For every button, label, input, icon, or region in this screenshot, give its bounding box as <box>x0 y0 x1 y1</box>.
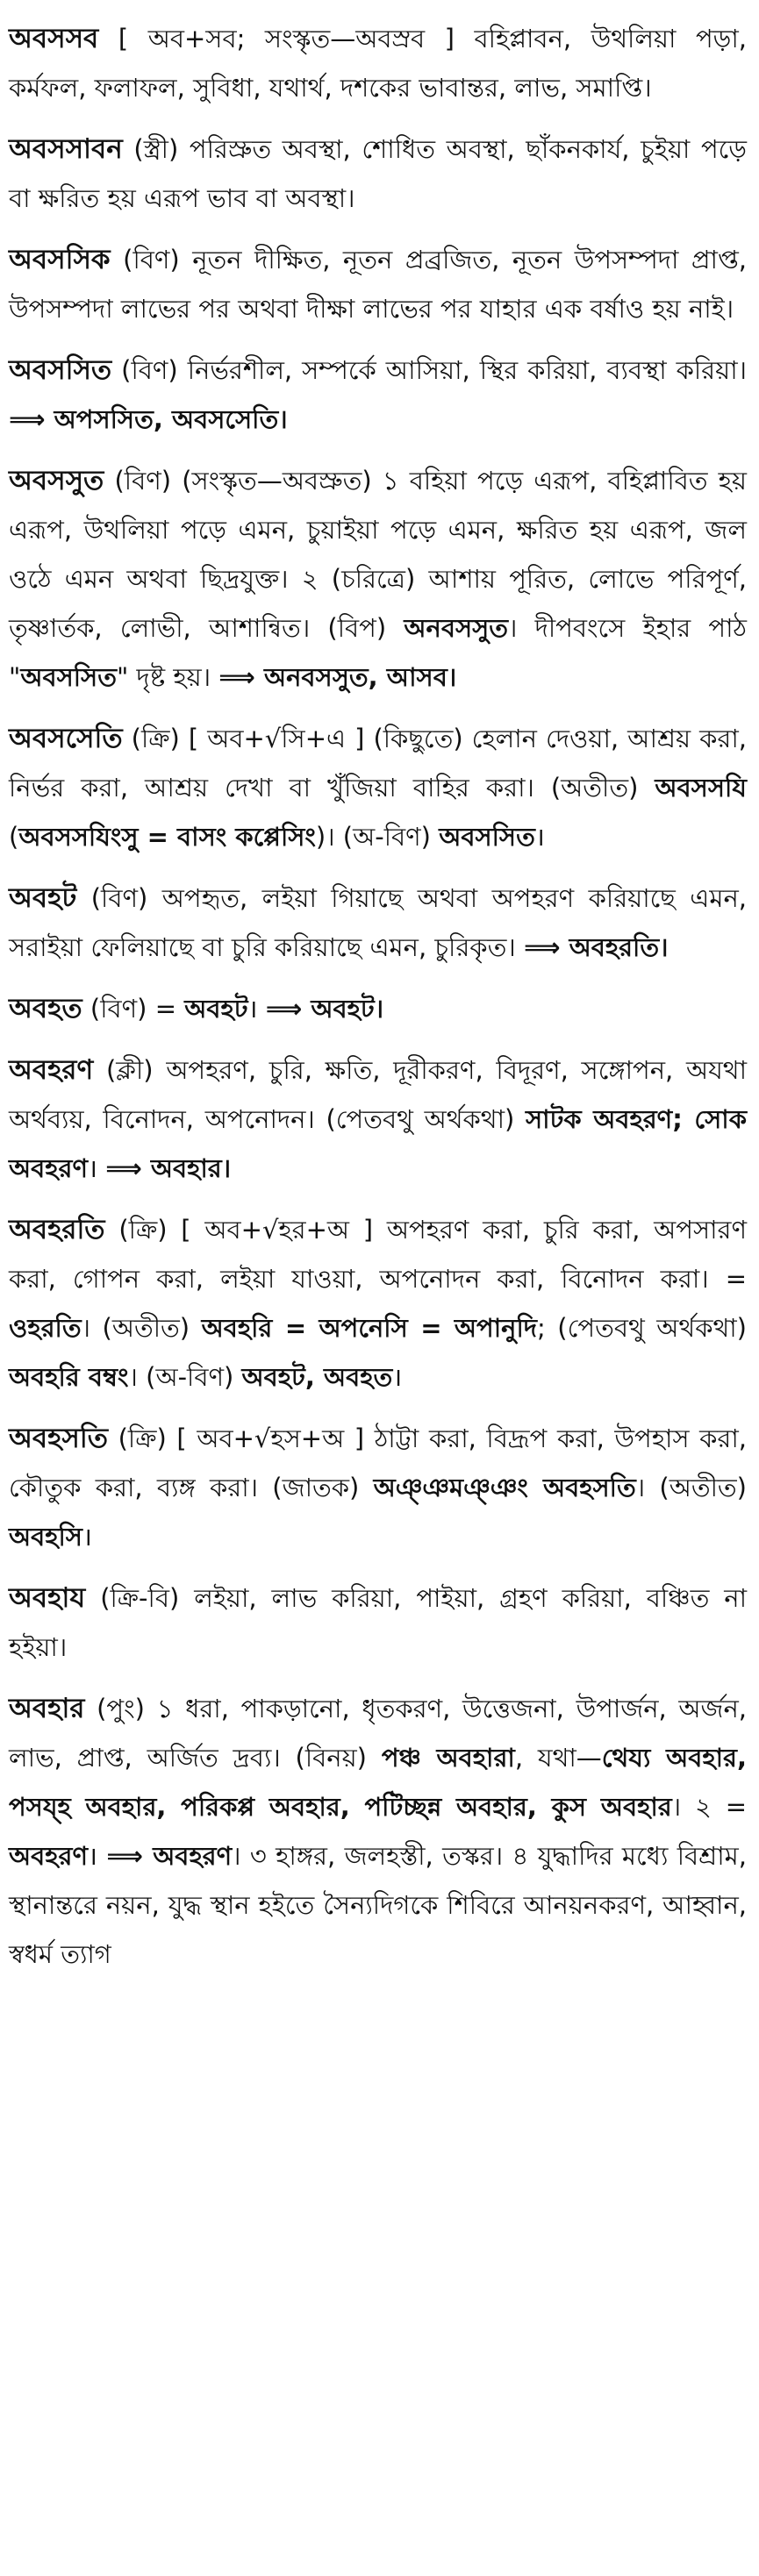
cross-reference-term: অবহরণ <box>9 1841 88 1871</box>
cross-reference-term: ⟹ অবহার। <box>105 1153 232 1183</box>
cross-reference-term: অবসসযিংসু = বাসং কপ্পেসিং <box>18 822 316 852</box>
definition-text: (ক্রি) [ অব+√সি+এ ] (কিছুতে) হেলান দেওয়া, আশ্রয় করা, নির্ভর করা, আশ্রয় দেখা বা খুঁজিয়া বাহির করা। (অতীত) <box>9 724 747 803</box>
definition-text: (ক্রি-বি) লইয়া, লাভ করিয়া, পাইয়া, গ্রহণ করিয়া, বঞ্চিত না হইয়া। <box>9 1583 747 1662</box>
definition-text: । (অতীত) <box>81 1313 202 1343</box>
cross-reference-term: ⟹ অবহরতি। <box>523 932 669 962</box>
definition-text: । <box>247 994 266 1024</box>
entry-headword: অবহরতি <box>9 1214 105 1245</box>
definition-text: । দীপবংসে ইহার পাঠ " <box>9 613 747 692</box>
entry-headword: অবহত <box>9 993 82 1024</box>
definition-text: । (অতীত) <box>635 1473 747 1502</box>
definition-text: )। (অ-বিণ) <box>315 822 440 852</box>
cross-reference-term: অনবসসুত <box>404 613 509 643</box>
cross-reference-term: অবসসিত <box>20 662 117 692</box>
cross-reference-term: সাটক অবহরণ; সোক অবহরণ <box>9 1104 747 1183</box>
definition-text: (স্ত্রী) পরিস্রুত অবস্থা, শোধিত অবস্থা, ছাঁকনকার্য, চুইয়া পড়ে বা ক্ষরিত হয় এরূপ ভাব বা অবস্থা। <box>9 134 747 213</box>
dictionary-entry <box>9 235 747 333</box>
definition-text: । <box>87 1153 106 1183</box>
cross-reference-term: অবহট, অবহত <box>241 1362 393 1392</box>
definition-text: , যথা— <box>514 1743 602 1773</box>
definition-text: ( <box>9 822 19 852</box>
definition-text: [ অব+সব; সংস্কৃত—অবস্রব ] বহিপ্লাবন, উথলিয়া পড়া, কর্মফল, ফলাফল, সুবিধা, যথার্থ, দশকের ভাবান্তর, লাভ, সমাপ্তি। <box>9 24 747 103</box>
definition-text: (বিণ) (সংস্কৃত—অবস্রুত) ১ বহিয়া পড়ে এরূপ, বহিপ্লাবিত হয় এরূপ, উথলিয়া পড়ে এমন, চুয়াইয়া পড়ে এমন, ক্ষরিত হয় এরূপ, জল ওঠে এমন অথবা ছিদ্রযুক্ত। ২ (চরিত্রে) আশায় পূরিত, লোভে পরিপূর্ণ, তৃষ্ণার্তক, লোভী, আশান্বিত। (বিপ) <box>9 466 747 643</box>
cross-reference-term: ⟹ অনবসসুত, আসব। <box>218 662 457 692</box>
cross-reference-term: ⟹ অপসসিত, অবসসেতি। <box>9 404 288 434</box>
dictionary-entry <box>9 14 747 112</box>
cross-reference-term: থেয্য অবহার, পসয্হ অবহার, পরিকপ্প অবহার, পটিচ্ছন্ন অবহার, কুস অবহার <box>9 1743 747 1822</box>
cross-reference-term: অঞ্ঞমঞ্ঞং অবহসতি <box>373 1473 636 1502</box>
definition-text: (বিণ) অপহৃত, লইয়া গিয়াছে অথবা অপহরণ করিয়াছে এমন, সরাইয়া ফেলিয়াছে বা চুরি করিয়াছে এমন, চুরিকৃত। <box>9 883 747 962</box>
definition-text: (ক্রি) [ অব+√হর+অ ] অপহরণ করা, চুরি করা, অপসারণ করা, গোপন করা, লইয়া যাওয়া, অপনোদন করা, বিনোদন করা। = <box>9 1215 747 1294</box>
entry-headword: অবসসাবন <box>9 133 123 165</box>
cross-reference-term: অবহরি = অপনেসি = অপানুদি <box>201 1313 537 1343</box>
entry-headword: অবসসুত <box>9 465 104 496</box>
definition-text: । ৩ হাঙ্গর, জলহস্তী, তস্কর। ৪ যুদ্ধাদির মধ্যে বিশ্রাম, স্থানান্তরে নয়ন, যুদ্ধ স্থান হইতে সৈন্যদিগকে শিবিরে আনয়নকরণ, আহ্বান, স্বধর্ম ত্যাগ <box>9 1841 747 1969</box>
definition-text: । ২ = <box>671 1792 747 1822</box>
dictionary-entry <box>9 1414 747 1561</box>
cross-reference-term: অবহসি <box>9 1522 82 1552</box>
dictionary-entry <box>9 456 747 702</box>
definition-text: । (অ-বিণ) <box>128 1362 242 1392</box>
cross-reference-term: ⟹ অবহট। <box>265 994 384 1024</box>
dictionary-entry <box>9 1205 747 1402</box>
dictionary-entry <box>9 714 747 861</box>
definition-text: (বিণ) = <box>82 994 185 1024</box>
definition-text: । <box>82 1522 92 1552</box>
definition-text: (ক্লী) অপহরণ, চুরি, ক্ষতি, দূরীকরণ, বিদূরণ, সঙ্গোপন, অযথা অর্থব্যয়, বিনোদন, অপনোদন। (পেতবথু অর্থকথা) <box>9 1055 747 1134</box>
cross-reference-term: ⟹ অবহরণ <box>106 1841 233 1871</box>
definition-text: । <box>534 822 545 852</box>
dictionary-entry <box>9 984 747 1033</box>
entry-headword: অবহরণ <box>9 1054 94 1086</box>
dictionary-entry <box>9 125 747 223</box>
entry-headword: অবহসতি <box>9 1423 108 1454</box>
dictionary-entry <box>9 1684 747 1979</box>
definition-text: (ক্রি) [ অব+√হস+অ ] ঠাট্টা করা, বিদ্রূপ করা, উপহাস করা, কৌতুক করা, ব্যঙ্গ করা। (জাতক) <box>9 1424 747 1502</box>
definition-text: " দৃষ্ট হয়। <box>116 662 219 692</box>
entry-headword: অবহায <box>9 1582 86 1614</box>
definition-text: । <box>87 1841 107 1871</box>
dictionary-entry <box>9 346 747 444</box>
entry-headword: অবহট <box>9 882 77 914</box>
dictionary-entry <box>9 1045 747 1193</box>
definition-text: (বিণ) নূতন দীক্ষিত, নূতন প্রব্রজিত, নূতন উপসম্পদা প্রাপ্ত, উপসম্পদা লাভের পর অথবা দীক্ষা লাভের পর যাহার এক বর্ষাও হয় নাই। <box>9 245 747 324</box>
entry-headword: অবহার <box>9 1693 85 1724</box>
dictionary-entry <box>9 1573 747 1672</box>
dictionary-entry <box>9 874 747 972</box>
cross-reference-term: অবহরি বম্বং <box>9 1362 129 1392</box>
definition-text: । <box>392 1362 403 1392</box>
definition-text: ; (পেতবথু অর্থকথা) <box>536 1313 747 1343</box>
cross-reference-term: পঞ্চ অবহারা <box>381 1743 515 1773</box>
entry-headword: অবসসেতি <box>9 723 123 754</box>
cross-reference-term: অবসসযি <box>655 773 747 803</box>
entry-headword: অবসসিত <box>9 354 112 386</box>
cross-reference-term: অবহট <box>184 994 248 1024</box>
definition-text: (বিণ) নির্ভরশীল, সম্পর্কে আসিয়া, স্থির করিয়া, ব্যবস্থা করিয়া। <box>111 355 747 385</box>
cross-reference-term: ওহরতি <box>9 1313 82 1343</box>
definition-text: (পুং) ১ ধরা, পাকড়ানো, ধৃতকরণ, উত্তেজনা, উপার্জন, অর্জন, লাভ, প্রাপ্ত, অর্জিত দ্রব্য। (বিনয়) <box>9 1694 747 1773</box>
entry-headword: অবসসব <box>9 23 99 54</box>
cross-reference-term: অবসসিত <box>439 822 535 852</box>
entry-headword: অবসসিক <box>9 244 111 275</box>
